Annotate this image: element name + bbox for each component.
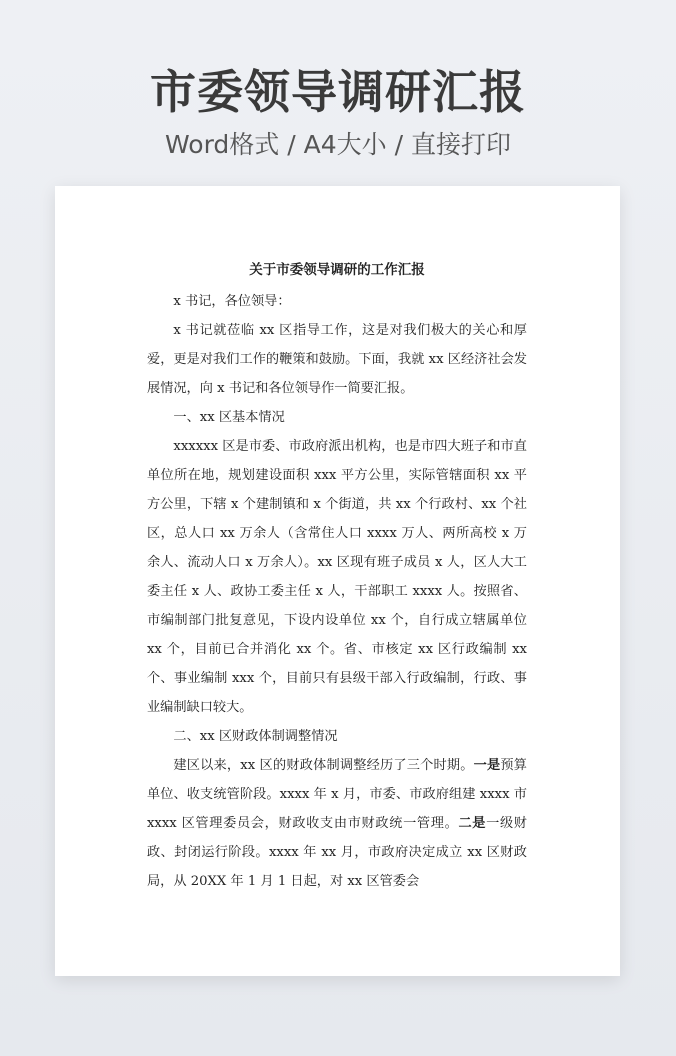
- banner-title: 市委领导调研汇报: [150, 65, 526, 119]
- section-2-emphasis-1: 一是: [473, 758, 501, 773]
- document-page: [55, 186, 620, 976]
- banner: [0, 60, 676, 162]
- intro-paragraph: x 书记就莅临 xx 区指导工作，这是对我们极大的关心和厚爱，更是对我们工作的鞭策和鼓励。下面，我就 xx 区经济社会发展情况，向 x 书记和各位领导作一简要汇报。: [147, 323, 527, 396]
- section-2-text-2: 预算单位、收支统管阶段。xxxx 年 x 月，市委、市政府组建 xxxx 市 xxxx 区管理委员会，财政收支由市财政统一管理。: [147, 758, 527, 831]
- section-2-emphasis-2: 二是: [458, 816, 487, 831]
- document-body: [147, 256, 527, 896]
- document-title: 关于市委领导调研的工作汇报: [249, 262, 425, 278]
- salutation: x 书记，各位领导：: [173, 294, 291, 309]
- section-1-heading: 一、xx 区基本情况: [173, 410, 285, 425]
- banner-subtitle: Word格式 / A4大小 / 直接打印: [165, 130, 511, 159]
- section-2-heading: 二、xx 区财政体制调整情况: [173, 729, 338, 744]
- section-2-paragraph: [147, 751, 527, 896]
- section-1-paragraph: xxxxxx 区是市委、市政府派出机构，也是市四大班子和市直单位所在地，规划建设面积 xxx 平方公里，实际管辖面积 xx 平方公里，下辖 x 个建制镇和 x 个街道，共 xx 个行政村、xx 个社区，总人口 xx 万余人（含常住人口 xxxx 万人、两所高校 x 万余人、流动人口 x 万余人）。xx 区现有班子成员 x 人，区人大工委主任 x 人、政协工委主任 x 人，干部职工 xxxx 人。按照省、市编制部门批复意见，下设内设单位 xx 个，自行成立辖属单位 xx 个，目前已合并消化 xx 个。省、市核定 xx 区行政编制 xx 个、事业编制 xxx 个，目前只有县级干部入行政编制，行政、事业编制缺口较大。: [147, 439, 527, 715]
- section-2-text-1: 建区以来，xx 区的财政体制调整经历了三个时期。: [173, 758, 474, 773]
- section-2-text-3: 一级财政、封闭运行阶段。xxxx 年 xx 月，市政府决定成立 xx 区财政局，从 20XX 年 1 月 1 日起，对 xx 区管委会: [147, 816, 527, 889]
